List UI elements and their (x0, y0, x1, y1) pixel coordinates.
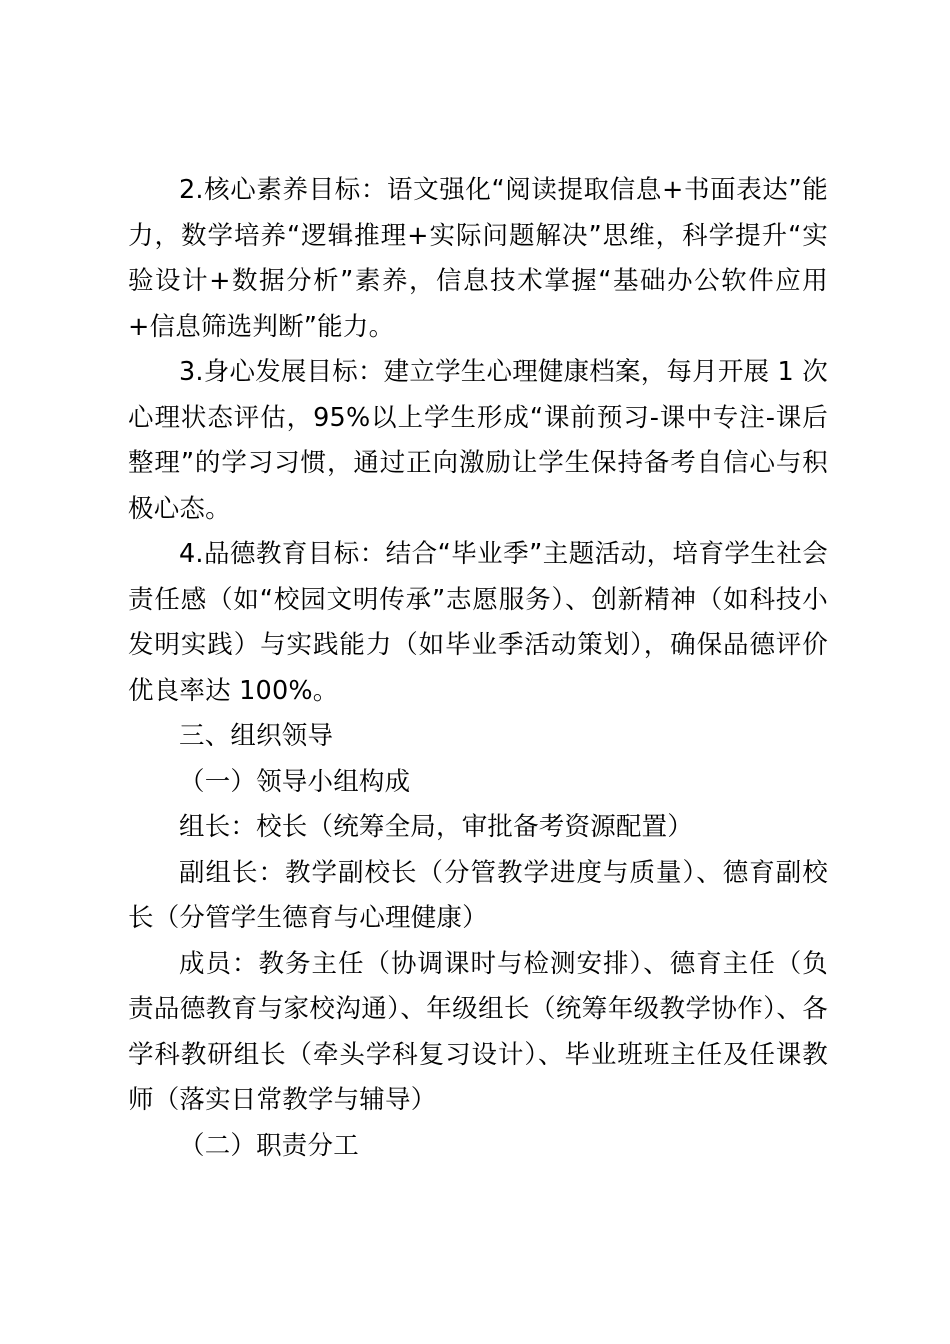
section-heading-organization: 三、组织领导 (179, 721, 334, 751)
subsection-heading-responsibilities: （二）职责分工 (179, 1130, 359, 1161)
paragraph-group-leader: 组长：校长（统筹全局，审批备考资源配置） (179, 812, 694, 842)
paragraph-deputy-leaders: 副组长：教学副校长（分管教学进度与质量）、德育副校长（分管学生德育与心理健康） (128, 857, 828, 933)
subsection-heading-leadership-group: （一）领导小组构成 (179, 766, 411, 797)
paragraph-core-literacy-goal: 2.核心素养目标：语文强化“阅读提取信息+书面表达”能力，数学培养“逻辑推理+实际问题解决”思维，科学提升“实验设计+数据分析”素养，信息技术掌握“基础办公软件应用+信息筛选判断”能力。 (128, 175, 828, 342)
paragraph-moral-education-goal: 4.品德教育目标：结合“毕业季”主题活动，培育学生社会责任感（如“校园文明传承”志愿服务）、创新精神（如科技小发明实践）与实践能力（如毕业季活动策划），确保品德评价优良率达 100%。 (128, 539, 828, 706)
paragraph-physical-mental-goal: 3.身心发展目标：建立学生心理健康档案，每月开展 1 次心理状态评估，95%以上学生形成“课前预习-课中专注-课后整理”的学习习惯，通过正向激励让学生保持备考自信心与积极心态。 (128, 357, 828, 524)
document-body (128, 168, 828, 1169)
paragraph-members: 成员：教务主任（协调课时与检测安排）、德育主任（负责品德教育与家校沟通）、年级组长（统筹年级教学协作）、各学科教研组长（牵头学科复习设计）、毕业班班主任及任课教师（落实日常教学与辅导） (128, 948, 828, 1115)
